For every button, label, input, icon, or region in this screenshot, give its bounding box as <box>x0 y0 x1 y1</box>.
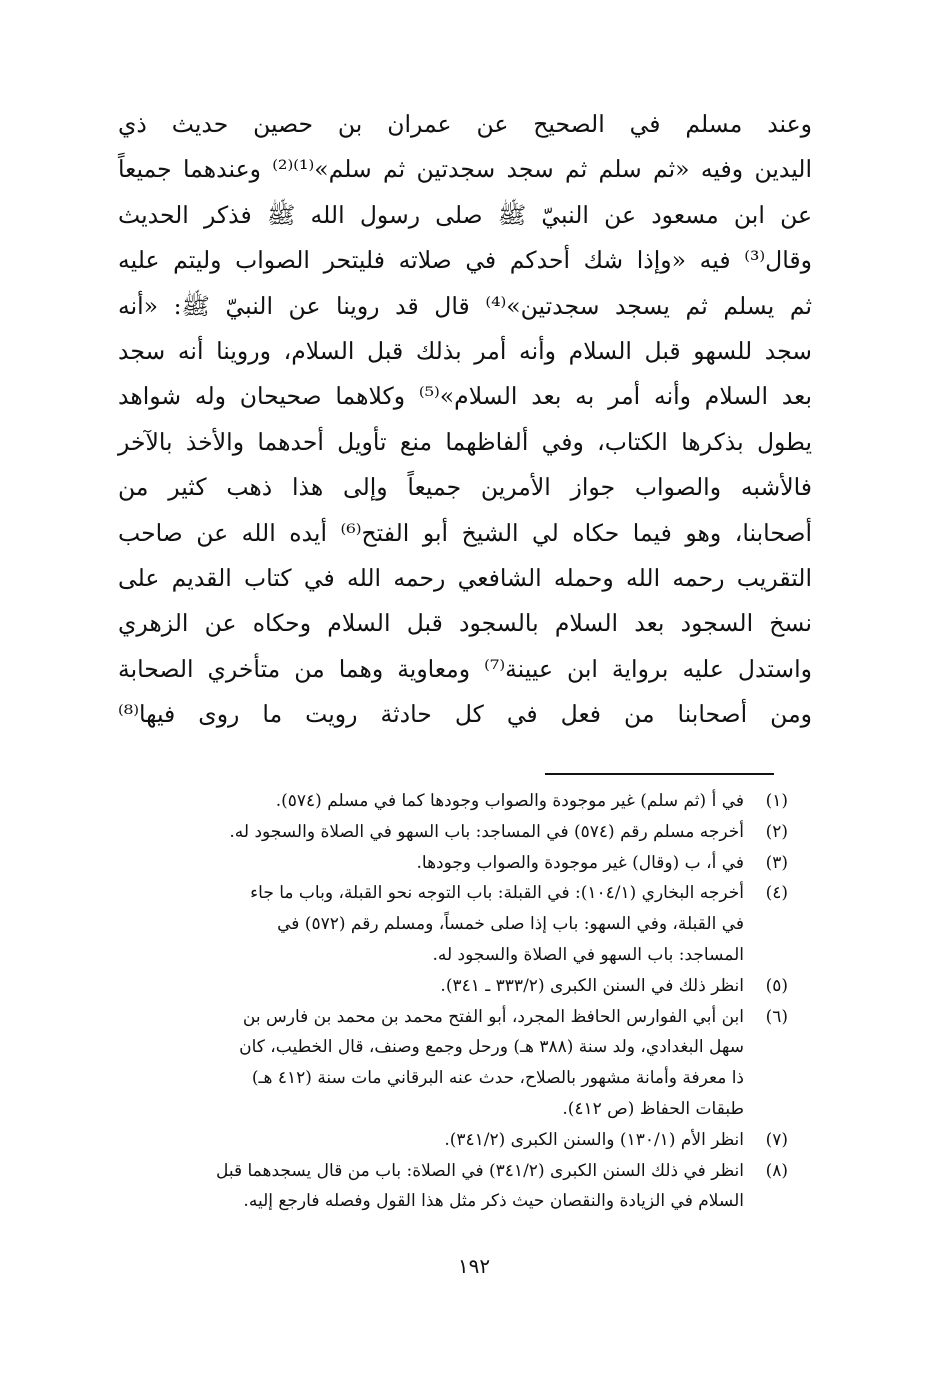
body-line: بعد السلام وأنه أمر به بعد السلام»⁽⁵⁾ وكلاهما صحيحان وله شواهد <box>118 382 812 411</box>
footnote-1 <box>118 786 788 817</box>
footnote-separator <box>545 773 774 775</box>
body-line: التقريب رحمه الله وحمله الشافعي رحمه الله في كتاب القديم على <box>118 563 812 592</box>
footnote-number: (٤) <box>765 883 788 904</box>
footnote-text: انظر الأم (١٣٠/١) والسنن الكبرى (٣٤١/٢). <box>444 1129 744 1150</box>
footnote-7 <box>118 1125 788 1156</box>
footnote-text: في أ (ثم سلم) غير موجودة والصواب وجودها كما في مسلم (٥٧٤). <box>275 791 744 811</box>
footnote-text: في القبلة، وفي السهو: باب إذا صلى خمساً، ومسلم رقم (٥٧٢) في <box>277 914 744 935</box>
body-line: ومن أصحابنا من فعل في كل حادثة رويت ما روى فيها⁽⁸⁾ <box>118 700 812 729</box>
footnote-number: (٢) <box>765 821 788 842</box>
footnote-5 <box>118 971 788 1002</box>
footnote-4-cont <box>118 909 788 940</box>
footnote-text: المساجد: باب السهو في الصلاة والسجود له. <box>432 944 744 965</box>
footnote-6 <box>118 1002 788 1033</box>
body-line: فالأشبه والصواب جواز الأمرين جميعاً وإلى هذا ذهب كثير من <box>118 473 812 502</box>
body-line: واستدل عليه برواية ابن عيينة⁽⁷⁾ ومعاوية وهما من متأخري الصحابة <box>118 654 812 683</box>
footnote-text: أخرجه مسلم رقم (٥٧٤) في المساجد: باب السهو في الصلاة والسجود له. <box>229 821 744 842</box>
footnote-number: (٣) <box>765 852 788 873</box>
body-line: وعند مسلم في الصحيح عن عمران بن حصين حديث ذي <box>118 110 812 138</box>
footnotes <box>118 786 788 1217</box>
footnote-2 <box>118 817 788 848</box>
body-line: وقال⁽³⁾ فيه «وإذا شك أحدكم في صلاته فليتحر الصواب وليتم عليه <box>118 246 812 275</box>
footnote-text: ذا معرفة وأمانة مشهور بالصلاح، حدث عنه البرقاني مات سنة (٤١٢ هـ) <box>251 1068 744 1089</box>
footnote-8 <box>118 1156 788 1187</box>
footnote-text: ابن أبي الفوارس الحافظ المجرد، أبو الفتح محمد بن محمد بن فارس بن <box>242 1006 744 1027</box>
footnote-6-cont <box>118 1063 788 1094</box>
footnote-text: طبقات الحفاظ (ص ٤١٢). <box>562 1098 744 1119</box>
footnote-8-cont <box>118 1186 788 1217</box>
footnote-text: انظر في ذلك السنن الكبرى (٣٤١/٢) في الصلاة: باب من قال يسجدهما قبل <box>215 1160 744 1181</box>
body-line: عن ابن مسعود عن النبيّ ﷺ صلى رسول الله ﷺ فذكر الحديث <box>118 200 812 229</box>
body-line: ثم يسلم ثم يسجد سجدتين»⁽⁴⁾ قال قد روينا عن النبيّ ﷺ: «أنه <box>118 291 812 320</box>
footnote-number: (٧) <box>765 1129 788 1150</box>
footnote-6-cont <box>118 1094 788 1125</box>
footnote-3 <box>118 848 788 879</box>
body-line: يطول بذكرها الكتاب، وفي ألفاظهما منع تأويل أحدهما والأخذ بالآخر <box>118 427 812 456</box>
footnote-text: في أ، ب (وقال) غير موجودة والصواب وجودها. <box>416 852 744 873</box>
footnote-text: سهل البغدادي، ولد سنة (٣٨٨ هـ) ورحل وجمع وصنف، قال الخطيب، كان <box>239 1037 744 1058</box>
page-number: ١٩٢ <box>457 1254 491 1278</box>
main-text <box>118 102 812 737</box>
footnote-number: (١) <box>765 791 788 811</box>
footnote-4-cont <box>118 940 788 971</box>
body-line: سجد للسهو قبل السلام وأنه أمر بذلك قبل السلام، وروينا أنه سجد <box>118 336 812 365</box>
footnote-number: (٦) <box>765 1006 788 1027</box>
footnote-number: (٥) <box>765 975 788 996</box>
body-line: أصحابنا، وهو فيما حكاه لي الشيخ أبو الفتح⁽⁶⁾ أيده الله عن صاحب <box>118 518 812 547</box>
body-line: نسخ السجود بعد السلام بالسجود قبل السلام وحكاه عن الزهري <box>118 609 812 638</box>
footnote-text: انظر ذلك في السنن الكبرى (٣٣٣/٢ ـ ٣٤١). <box>440 975 744 996</box>
footnote-text: السلام في الزيادة والنقصان حيث ذكر مثل هذا القول وفصله فارجع إليه. <box>243 1191 744 1212</box>
footnote-text: أخرجه البخاري (١٠٤/١): في القبلة: باب التوجه نحو القبلة، وباب ما جاء <box>250 883 744 904</box>
footnote-4 <box>118 878 788 909</box>
body-line: اليدين وفيه «ثم سلم ثم سجد سجدتين ثم سلم»⁽¹⁾⁽²⁾ وعندهما جميعاً <box>118 155 812 184</box>
footnote-number: (٨) <box>765 1160 788 1181</box>
footnote-6-cont <box>118 1032 788 1063</box>
